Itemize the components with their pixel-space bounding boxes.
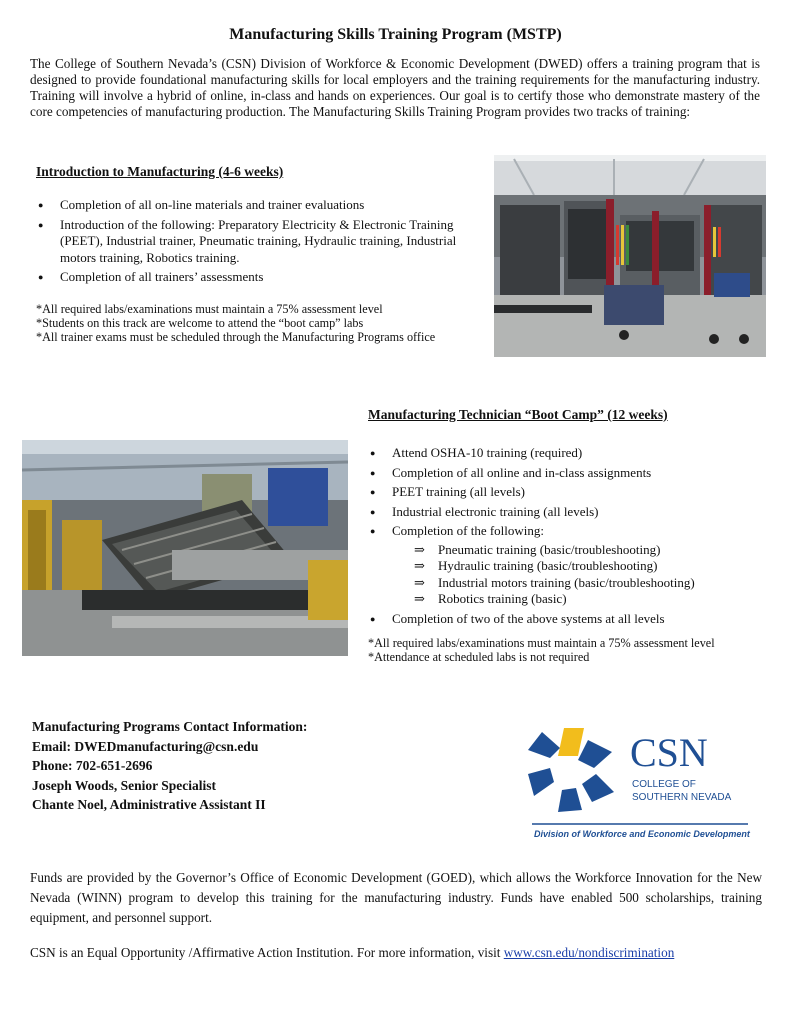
list-item: ● Industrial electronic training (all levels) (368, 504, 768, 521)
list-item: ● Completion of two of the above systems at all levels (368, 611, 768, 628)
note: *All required labs/examinations must maintain a 75% assessment level (36, 302, 383, 316)
section1-notes (36, 302, 480, 344)
sub-list-item: ⇒ Industrial motors training (basic/troubleshooting) (392, 575, 768, 592)
note: *All required labs/examinations must maintain a 75% assessment level (368, 636, 715, 650)
contact-person: Chante Noel, Administrative Assistant II (32, 797, 266, 812)
production-line-photo (22, 440, 348, 656)
sub-list-item: ⇒ Hydraulic training (basic/troubleshooting) (392, 558, 768, 575)
section2-notes (368, 636, 760, 664)
star-logo-icon (528, 728, 614, 812)
list-item: ● Completion of all on-line materials and trainer evaluations (36, 197, 480, 214)
note: *Attendance at scheduled labs is not required (368, 650, 590, 664)
list-item (368, 523, 768, 608)
section2-list (368, 445, 768, 630)
sub-list (392, 542, 768, 608)
contact-email: Email: DWEDmanufacturing@csn.edu (32, 738, 259, 754)
list-item: ● PEET training (all levels) (368, 484, 768, 501)
list-item-label: Completion of the following: (392, 523, 545, 538)
note: *All trainer exams must be scheduled through the Manufacturing Programs office (36, 330, 436, 344)
logo-line1: COLLEGE OF (632, 779, 696, 790)
eeo-text: CSN is an Equal Opportunity /Affirmative Action Institution. For more information, visit (30, 945, 504, 960)
section1-heading: Introduction to Manufacturing (4-6 weeks) (36, 164, 284, 179)
sub-list-item: ⇒ Pneumatic training (basic/troubleshooting) (392, 542, 768, 559)
list-item: ● Completion of all trainers’ assessments (36, 269, 480, 286)
section1-list (36, 197, 480, 289)
funding-paragraph: Funds are provided by the Governor’s Office of Economic Development (GOED), which allows the Workforce Innovation for the New Nevada (WINN) program to develop this training for the manufacturing industry. Funds have enabled 500 scholarships, training equipment, and personnel support. (30, 870, 762, 925)
nondiscrimination-link[interactable]: www.csn.edu/nondiscrimination (503, 945, 675, 960)
logo-initials: CSN (630, 730, 708, 775)
section2-heading: Manufacturing Technician “Boot Camp” (12 weeks) (368, 407, 668, 422)
contact-phone: Phone: 702-651-2696 (32, 758, 153, 773)
contact-person: Joseph Woods, Senior Specialist (32, 777, 217, 793)
list-item: ● Introduction of the following: Preparatory Electricity & Electronic Training (PEET), Industrial trainer, Pneumatic training, Hydraulic training, Industrial motors training, Robotics training. (36, 217, 480, 267)
logo-line2: SOUTHERN NEVADA (632, 792, 732, 803)
intro-paragraph: The College of Southern Nevada’s (CSN) Division of Workforce & Economic Development (DWED) offers a training program that is designed to provide foundational manufacturing skills for local employers and the training requirements for the manufacturing industry. Training will involve a hybrid of online, in-class and hands on experiences. Our goal is to certify those who demonstrate mastery of the core competencies of manufacturing production. The Manufacturing Skills Training Program provides two tracks of training: (30, 56, 760, 119)
logo-division: Division of Workforce and Economic Development (534, 829, 750, 839)
list-item: ● Attend OSHA-10 training (required) (368, 445, 768, 462)
eeo-statement (30, 945, 674, 961)
contact-block (32, 717, 307, 815)
lab-trainers-photo (494, 155, 766, 357)
page-title: Manufacturing Skills Training Program (MSTP) (229, 26, 562, 43)
csn-logo (522, 722, 754, 844)
note: *Students on this track are welcome to attend the “boot camp” labs (36, 316, 364, 330)
sub-list-item: ⇒ Robotics training (basic) (392, 591, 768, 608)
contact-heading: Manufacturing Programs Contact Information: (32, 719, 308, 734)
list-item: ● Completion of all online and in-class assignments (368, 465, 768, 482)
